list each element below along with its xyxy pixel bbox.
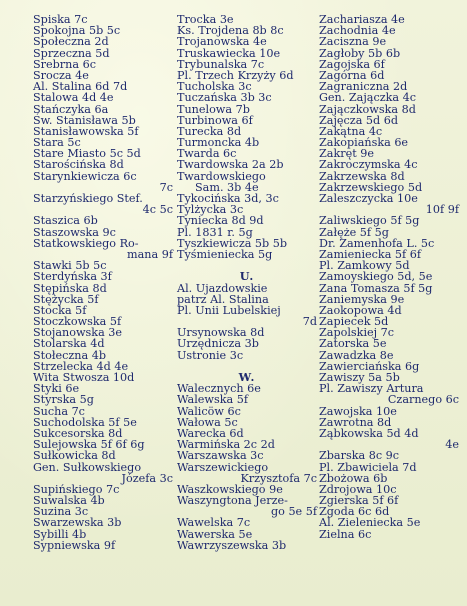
street-entry: Trocka 3e xyxy=(177,13,234,26)
street-entry: Walicöw 6c xyxy=(177,404,241,418)
street-entry: Walecznych 6e xyxy=(177,382,261,396)
street-entry: Warmińska 2c 2d xyxy=(177,438,275,452)
street-entry: Dr. Zamenhofa L. 5c xyxy=(319,236,435,250)
street-entry: Zakroczymska 4c xyxy=(319,158,418,172)
street-entry: Ursynowska 8d xyxy=(177,326,265,340)
street-entry: Stocka 5f xyxy=(33,303,87,317)
street-entry: Zawierciańska 6g xyxy=(319,359,420,373)
street-entry: Walewska 5f xyxy=(177,393,248,407)
street-entry: Społeczna 2d xyxy=(33,35,109,49)
street-entry: Stawki 5b 5c xyxy=(33,259,107,273)
street-entry: Zakopiańska 6e xyxy=(319,136,409,150)
street-entry-continuation: go 5e 5f xyxy=(270,505,317,519)
street-entry: Gen. Sułkowskiego xyxy=(33,460,142,474)
street-entry: Tyszkiewicza 5b 5b xyxy=(177,236,288,250)
street-entry: Pl. Zamkowy 5d xyxy=(319,259,410,273)
street-entry: Zagojska 6f xyxy=(319,57,385,71)
street-entry-continuation: 10f 9f xyxy=(425,203,459,217)
street-entry: Pl. Unii Lubelskiej xyxy=(177,303,281,317)
street-entry: Wawelska 7c xyxy=(177,516,251,530)
street-entry: Stoczkowska 5f xyxy=(33,315,122,329)
street-entry: Zawrotna 8d xyxy=(319,415,392,429)
street-entry: Waszkowskiego 9e xyxy=(177,482,283,496)
street-entry: Zana Tomasza 5f 5g xyxy=(319,281,433,295)
street-entry: Twardowska 2a 2b xyxy=(177,158,284,172)
street-entry: Wawrzyszewska 3b xyxy=(177,538,287,552)
street-entry: Suzina 3c xyxy=(33,505,89,519)
street-entry: Al. Stalina 6d 7d xyxy=(33,80,128,94)
street-entry: Stara 5c xyxy=(33,136,81,150)
street-entry: Wałowa 5c xyxy=(177,415,238,429)
street-entry: Zamieniecka 5f 6f xyxy=(319,247,421,261)
street-entry: Sypniewska 9f xyxy=(33,538,116,552)
street-entry: Zachariasza 4e xyxy=(319,13,405,26)
street-entry: Zaliwskiego 5f 5g xyxy=(319,214,420,228)
street-entry: Suchodolska 5f 5e xyxy=(33,415,137,429)
street-entry: Zbarska 8c 9c xyxy=(319,449,400,463)
street-entry: Zbożowa 6b xyxy=(319,471,388,485)
street-entry: Pl. Zawiszy Artura xyxy=(319,382,424,396)
street-entry: Tylżycka 3c xyxy=(177,203,244,217)
street-entry: Tunelowa 7b xyxy=(177,102,250,116)
street-entry: Turmoncka 4b xyxy=(177,136,260,150)
street-entry: Supińskiego 7c xyxy=(33,482,120,496)
street-entry: Waszyngtona Jerze- xyxy=(177,494,288,508)
street-entry: Zgoda 6c 6d xyxy=(319,505,390,519)
street-entry: patrz Al. Stalina xyxy=(177,292,269,306)
street-entry-continuation: Sam. 3b 4e xyxy=(195,180,259,194)
street-entry: Styrska 5g xyxy=(33,393,94,407)
street-entry: Staszowska 9c xyxy=(33,225,116,239)
street-entry: Stare Miasto 5c 5d xyxy=(33,147,141,161)
street-entry: Zagórna 6d xyxy=(319,68,385,82)
street-entry: Turbinowa 6f xyxy=(177,113,253,127)
street-entry: Sułkowicka 8d xyxy=(33,449,116,463)
street-entry: Wawerska 5e xyxy=(177,527,253,541)
street-entry: Tykocińska 3d, 3c xyxy=(177,192,279,205)
street-entry: Zaokopowa 4d xyxy=(319,303,402,317)
street-entry: Zagłoby 5b 6b xyxy=(319,46,401,60)
street-entry: Zamoyskiego 5d, 5e xyxy=(319,270,433,284)
street-entry: Zakrzewskiego 5d xyxy=(319,180,423,194)
street-entry: Srocza 4e xyxy=(33,68,89,82)
street-entry: Zachodnia 4e xyxy=(319,24,396,38)
street-entry: Zdrojowa 10c xyxy=(319,482,397,496)
letter-heading: U. xyxy=(239,269,255,284)
street-entry: Ustronie 3c xyxy=(177,348,244,362)
index-column-1 xyxy=(33,14,173,551)
street-entry-continuation: 4c 5c xyxy=(142,203,173,217)
street-entry-continuation: 7c xyxy=(159,180,173,194)
street-entry: Zakręt 9e xyxy=(319,147,374,161)
street-entry: Al. Ujazdowskie xyxy=(177,281,268,295)
street-entry-continuation: 7d xyxy=(302,315,317,329)
street-entry: Warecka 6d xyxy=(177,426,244,440)
street-entry: Sukcesorska 8d xyxy=(33,426,123,440)
street-entry: Urzędnicza 3b xyxy=(177,337,259,351)
street-entry: Spokojna 5b 5c xyxy=(33,24,121,38)
street-entry: Starzyńskiego Stef. xyxy=(33,192,143,205)
street-entry: Sucha 7c xyxy=(33,404,85,418)
street-entry: Sulejowska 5f 6f 6g xyxy=(33,438,145,452)
street-entry-continuation: Józefa 3c xyxy=(121,471,173,485)
index-column-2 xyxy=(177,14,317,551)
street-entry: Zapiecek 5d xyxy=(319,315,389,329)
street-entry: Pl. Zbawiciela 7d xyxy=(319,460,417,474)
street-entry: Tyśmieniecka 5g xyxy=(177,247,273,261)
street-entry: Suwalska 4b xyxy=(33,494,105,508)
street-entry: Zajęcza 5d 6d xyxy=(319,113,399,127)
street-entry: Stańczyka 6a xyxy=(33,102,109,116)
street-entry: Styki 6e xyxy=(33,382,80,396)
street-entry: Zawojska 10e xyxy=(319,404,397,418)
letter-heading: W. xyxy=(238,370,256,384)
street-entry: Spiska 7c xyxy=(33,13,88,26)
street-entry: Ząbkowska 5d 4d xyxy=(319,426,419,440)
street-entry: Gen. Zajączka 4c xyxy=(319,91,417,105)
street-entry: Stołeczna 4b xyxy=(33,348,107,362)
street-entry: Zawadzka 8e xyxy=(319,348,394,362)
street-entry: Srebrna 6c xyxy=(33,57,96,71)
street-entry: Wita Stwosza 10d xyxy=(33,371,135,384)
street-entry-continuation: 4e xyxy=(445,438,459,452)
street-entry: Twardowskiego xyxy=(177,169,266,183)
street-entry: Załęże 5f 5g xyxy=(319,225,389,239)
street-entry: Staszica 6b xyxy=(33,214,98,228)
street-entry: Stanisławowska 5f xyxy=(33,124,139,138)
street-entry: Stępińska 8d xyxy=(33,281,107,295)
street-entry: Sterdyńska 3f xyxy=(33,270,112,284)
street-entry: Ks. Trojdena 8b 8c xyxy=(177,24,284,38)
street-entry: Starościńska 8d xyxy=(33,158,124,172)
street-entry: Zajączkowska 8d xyxy=(319,102,416,116)
street-entry: Zakrzewska 8d xyxy=(319,169,405,183)
street-entry: Swarzewska 3b xyxy=(33,516,122,530)
street-entry: Trybunalska 7c xyxy=(177,57,265,71)
street-entry: Zakątna 4c xyxy=(319,124,383,138)
street-entry: Al. Zielenieckа 5e xyxy=(319,516,421,530)
street-entry: Św. Stanisława 5b xyxy=(33,113,136,127)
street-entry: Strzelecka 4d 4e xyxy=(33,359,129,373)
street-entry: Tucholska 3c xyxy=(177,80,252,94)
index-column-3 xyxy=(319,14,459,540)
street-entry-continuation: Krzysztofa 7c xyxy=(240,471,317,485)
street-entry: Turecka 8d xyxy=(177,124,242,138)
street-entry: Stojanowska 3e xyxy=(33,326,123,340)
street-entry: Truskawiecka 10e xyxy=(177,46,281,60)
street-entry: Warszawska 3c xyxy=(177,449,264,463)
street-entry: Statkowskiego Ro- xyxy=(33,236,139,250)
street-entry: Tuczańska 3b 3c xyxy=(177,91,272,105)
street-entry: Zaniemyska 9e xyxy=(319,292,405,306)
street-entry: Zagraniczna 2d xyxy=(319,80,408,94)
street-entry: Zaciszna 9e xyxy=(319,35,387,49)
street-entry: Zaleszczycka 10e xyxy=(319,192,418,205)
street-entry: Zawiszy 5a 5b xyxy=(319,371,400,384)
street-entry: Sybilli 4b xyxy=(33,527,87,541)
street-entry: Stolarska 4d xyxy=(33,337,105,351)
street-entry: Zapolskiej 7c xyxy=(319,326,395,340)
street-entry: Tyniecka 8d 9d xyxy=(177,214,264,228)
street-entry: Zielna 6c xyxy=(319,527,372,541)
street-entry: Zgierska 5f 6f xyxy=(319,494,399,508)
street-entry: Twarda 6c xyxy=(177,147,237,161)
street-entry: Zatorska 5e xyxy=(319,337,387,351)
street-entry: Stężycka 5f xyxy=(33,292,99,306)
street-entry-continuation: mana 9f xyxy=(127,247,173,261)
street-entry-continuation: Czarnego 6c xyxy=(387,393,459,407)
street-entry: Pl. Trzech Krzyży 6d xyxy=(177,68,294,82)
street-entry: Pl. 1831 r. 5g xyxy=(177,225,253,239)
street-entry: Warszewickiego xyxy=(177,460,269,474)
street-entry: Starynkiewicza 6c xyxy=(33,169,137,183)
street-entry: Stalowa 4d 4e xyxy=(33,91,114,105)
street-entry: Trojanowska 4e xyxy=(177,35,267,49)
street-entry: Sprzeczna 5d xyxy=(33,46,110,60)
